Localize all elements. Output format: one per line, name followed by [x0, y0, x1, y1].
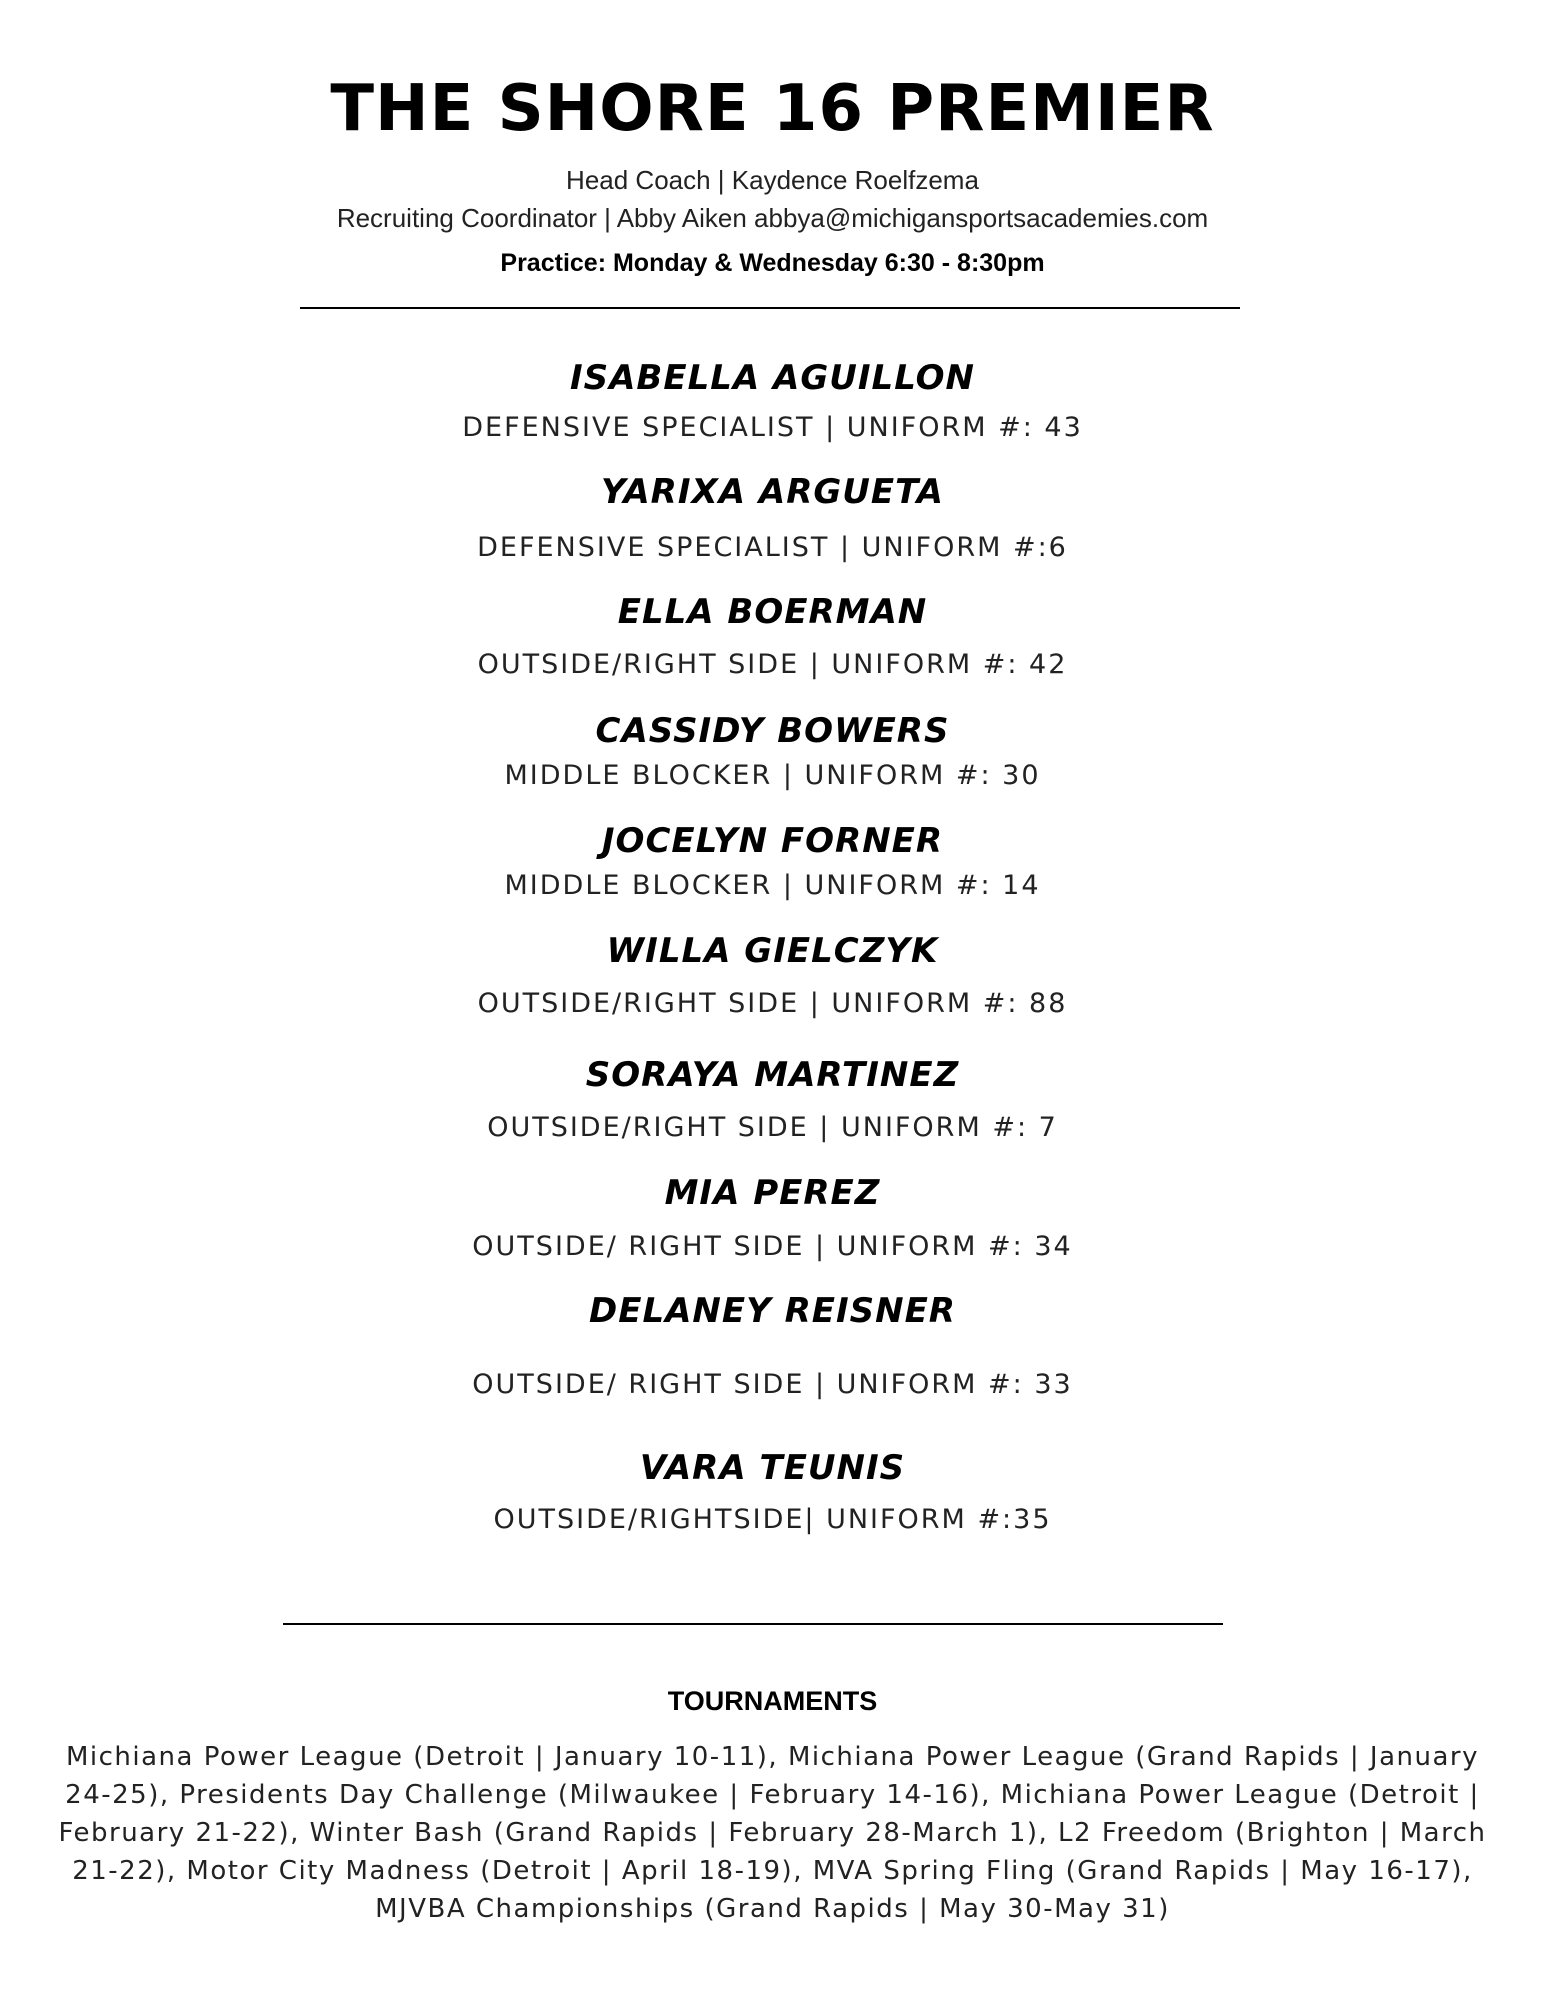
divider-top — [300, 307, 1240, 309]
player-position: OUTSIDE/ RIGHT SIDE | UNIFORM #: 34 — [472, 1231, 1073, 1262]
team-title: THE SHORE 16 PREMIER — [330, 72, 1215, 146]
player-name: JOCELYN FORNER — [601, 821, 944, 861]
player-position: OUTSIDE/RIGHT SIDE | UNIFORM #: 88 — [477, 988, 1068, 1019]
player-position: MIDDLE BLOCKER | UNIFORM #: 30 — [504, 760, 1041, 791]
player-name: SORAYA MARTINEZ — [585, 1055, 960, 1095]
divider-bottom — [283, 1623, 1223, 1625]
practice-schedule: Practice: Monday & Wednesday 6:30 - 8:30pm — [500, 249, 1045, 277]
player-position: DEFENSIVE SPECIALIST | UNIFORM #:6 — [477, 532, 1068, 563]
player-position: OUTSIDE/ RIGHT SIDE | UNIFORM #: 33 — [472, 1369, 1073, 1400]
player-position: DEFENSIVE SPECIALIST | UNIFORM #: 43 — [462, 412, 1083, 443]
player-name: CASSIDY BOWERS — [595, 711, 950, 751]
tournaments-list: Michiana Power League (Detroit | January 10-11), Michiana Power League (Grand Rapids | January 24-25), Presidents Day Challenge (Milwaukee | February 14-16), Michiana Power League (Detroit | February 21-22), Winter Bash (Grand Rapids | February 28-March 1), L2 Freedom (Brighton | March 21-22), Motor City Madness (Detroit | April 18-19), MVA Spring Fling (Grand Rapids | May 16-17), MJVBA Championships (Grand Rapids | May 30-May 31) — [58, 1742, 1487, 1924]
player-name: VARA TEUNIS — [639, 1448, 906, 1488]
player-position: OUTSIDE/RIGHTSIDE| UNIFORM #:35 — [493, 1504, 1052, 1535]
player-position: OUTSIDE/RIGHT SIDE | UNIFORM #: 42 — [477, 649, 1068, 680]
player-name: ISABELLA AGUILLON — [569, 358, 976, 398]
player-name: DELANEY REISNER — [589, 1291, 956, 1331]
player-name: YARIXA ARGUETA — [601, 472, 944, 512]
player-position: MIDDLE BLOCKER | UNIFORM #: 14 — [504, 870, 1041, 901]
player-name: ELLA BOERMAN — [617, 592, 928, 632]
tournaments-heading: TOURNAMENTS — [667, 1686, 878, 1716]
player-position: OUTSIDE/RIGHT SIDE | UNIFORM #: 7 — [487, 1112, 1058, 1143]
player-name: WILLA GIELCZYK — [606, 931, 939, 971]
recruiting-coordinator-line: Recruiting Coordinator | Abby Aiken abbya@michigansportsacademies.com — [336, 203, 1209, 233]
head-coach-line: Head Coach | Kaydence Roelfzema — [566, 165, 979, 195]
player-name: MIA PEREZ — [664, 1173, 881, 1213]
